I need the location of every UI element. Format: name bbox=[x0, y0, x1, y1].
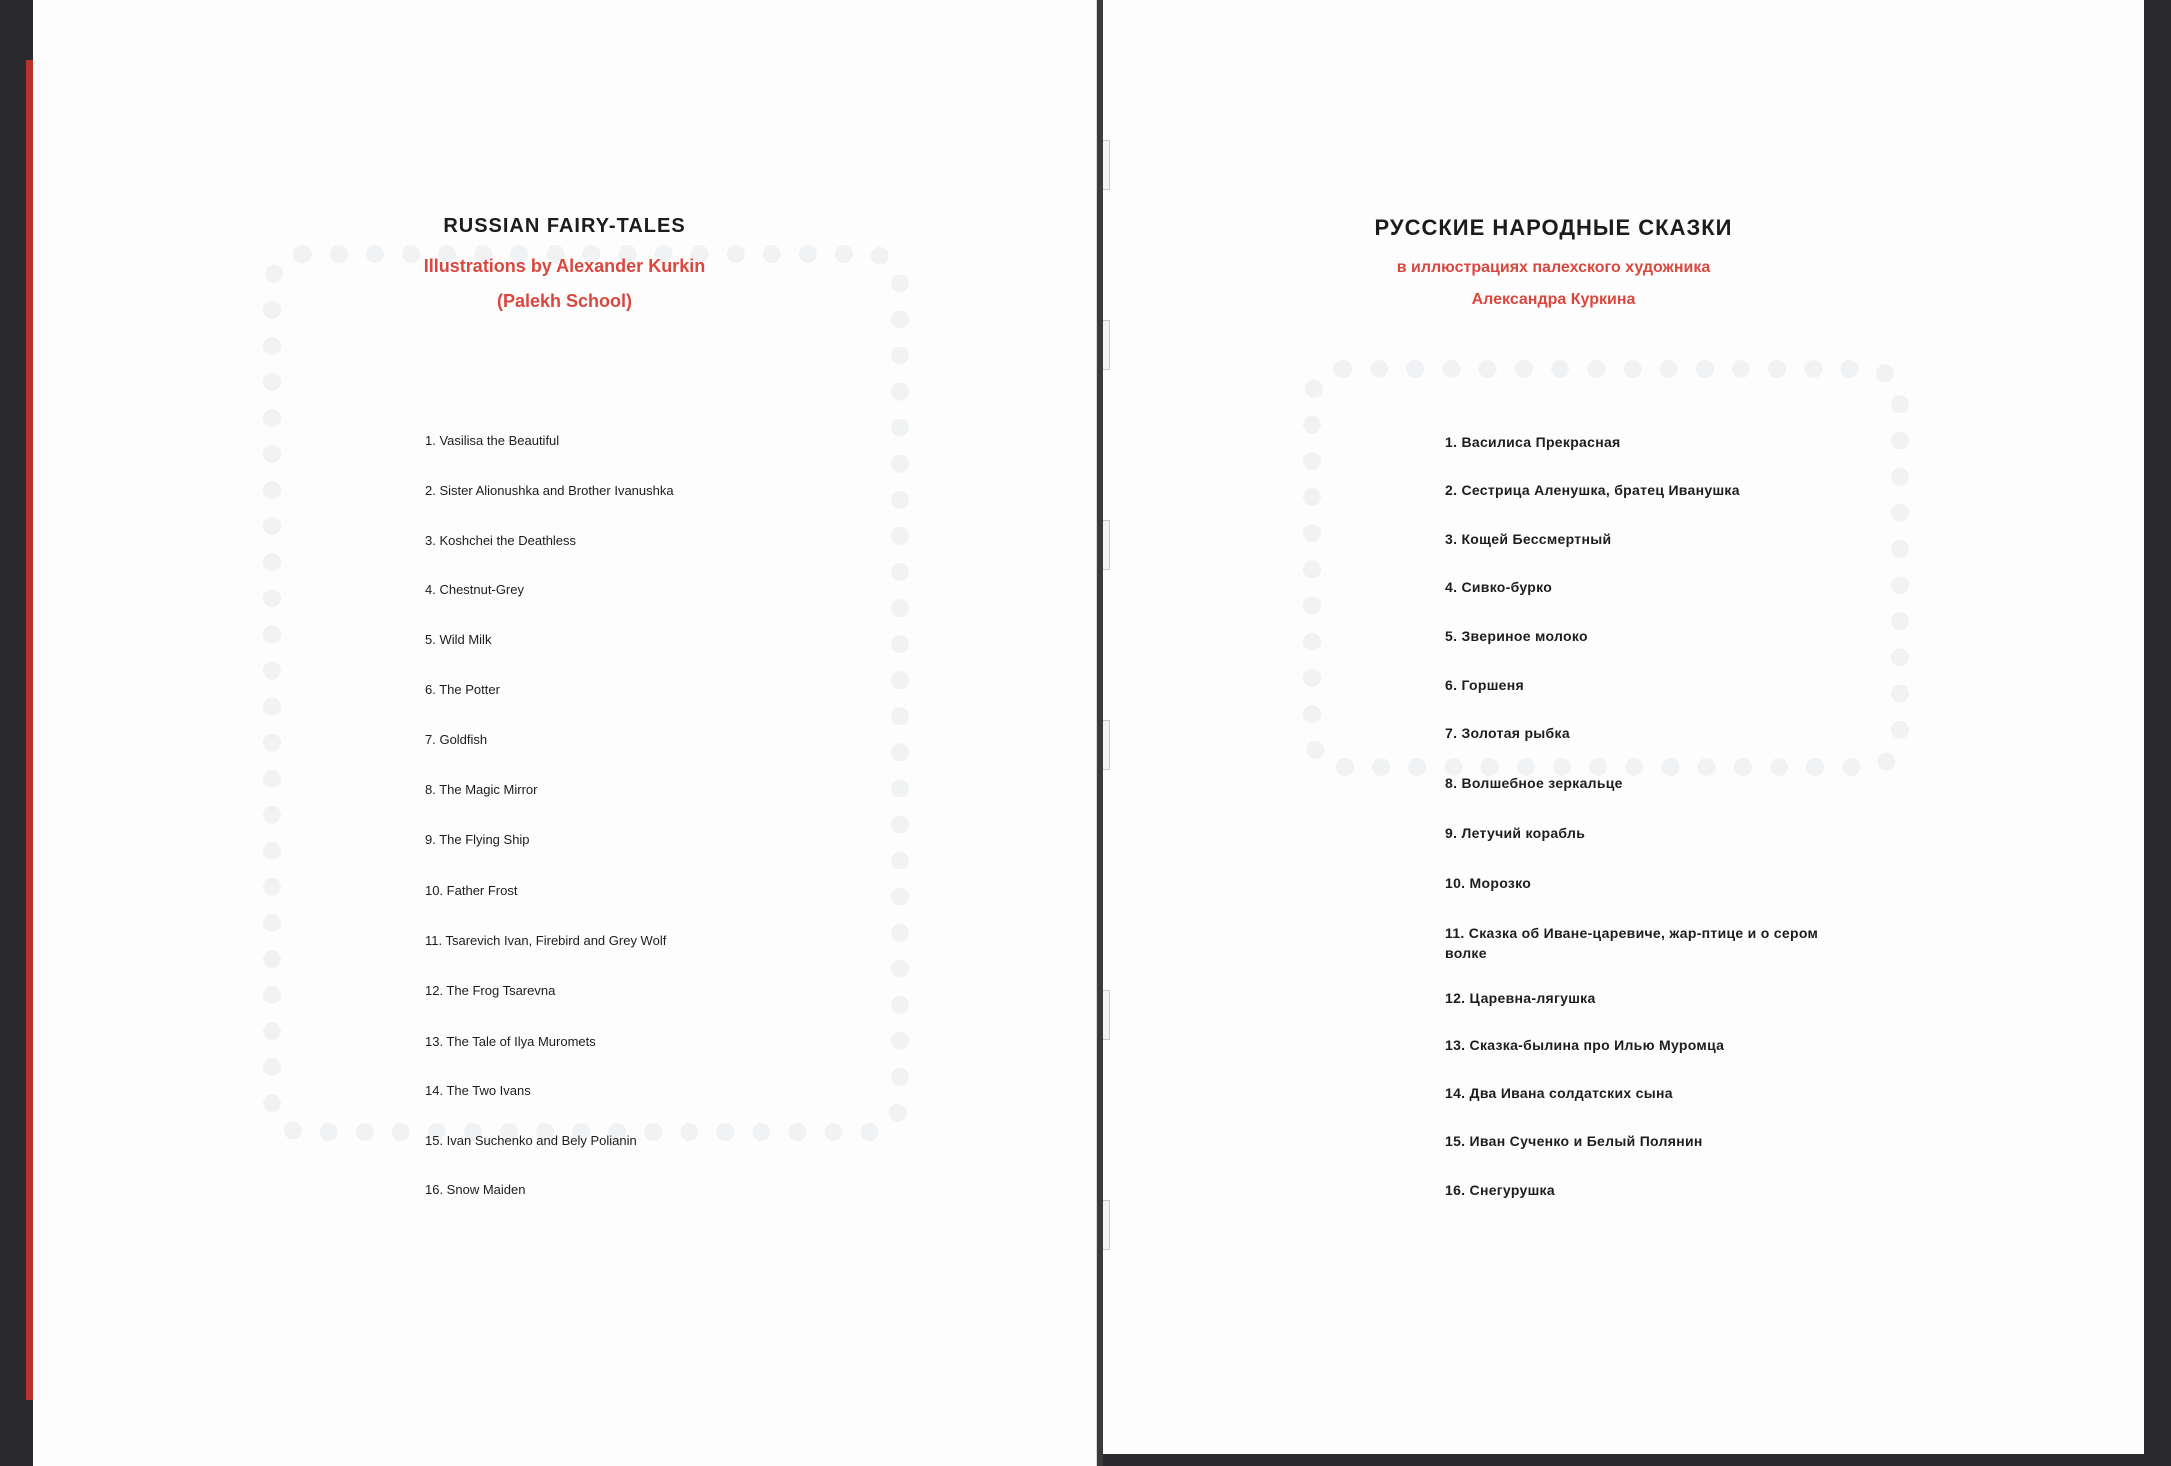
left-subtitle-2: (Palekh School) bbox=[496, 291, 633, 311]
show-through-illustration bbox=[263, 245, 909, 1141]
list-item: 13. The Tale of Ilya Muromets bbox=[425, 1034, 596, 1049]
list-item: 15. Иван Сученко и Белый Полянин bbox=[1445, 1133, 1703, 1149]
right-page bbox=[1103, 0, 2144, 1454]
show-through-illustration bbox=[1303, 360, 1909, 776]
binding-stitch bbox=[1103, 1200, 1110, 1250]
binding-stitch bbox=[1103, 140, 1110, 190]
left-page bbox=[33, 0, 1097, 1466]
list-item: 4. Сивко-бурко bbox=[1445, 579, 1553, 595]
binding-stitch bbox=[1103, 990, 1110, 1040]
list-item: 13. Сказка-былина про Илью Муромца bbox=[1445, 1037, 1725, 1053]
binding-stitch bbox=[1103, 320, 1110, 370]
right-subtitle-2: Александра Куркина bbox=[1471, 291, 1636, 308]
list-item: 5. Звериное молоко bbox=[1445, 628, 1588, 644]
list-item: 10. Father Frost bbox=[425, 883, 518, 898]
list-item: 2. Сестрица Аленушка, братец Иванушка bbox=[1445, 482, 1740, 498]
right-header bbox=[1103, 215, 2074, 309]
list-item: 10. Морозко bbox=[1445, 875, 1532, 891]
list-item: 15. Ivan Suchenko and Bely Polianin bbox=[425, 1133, 637, 1148]
binding-stitch bbox=[1103, 520, 1110, 570]
list-item: 3. Кощей Бессмертный bbox=[1445, 531, 1612, 547]
binding-stitch bbox=[1103, 720, 1110, 770]
list-item: 16. Snow Maiden bbox=[425, 1182, 526, 1197]
list-item: 12. The Frog Tsarevna bbox=[425, 983, 556, 998]
list-item: 7. Goldfish bbox=[425, 732, 488, 747]
list-item: 3. Koshchei the Deathless bbox=[425, 533, 577, 548]
cover-edge-left bbox=[26, 60, 33, 1400]
list-item: 16. Снегурушка bbox=[1445, 1182, 1555, 1198]
list-item: 5. Wild Milk bbox=[425, 632, 492, 647]
left-title: RUSSIAN FAIRY-TALES bbox=[443, 215, 686, 237]
left-header bbox=[33, 215, 1096, 312]
list-item: 1. Vasilisa the Beautiful bbox=[425, 433, 560, 448]
list-item: 12. Царевна-лягушка bbox=[1445, 990, 1596, 1006]
book-gutter bbox=[1096, 0, 1103, 1466]
list-item: 11. Tsarevich Ivan, Firebird and Grey Wolf bbox=[425, 933, 667, 948]
list-item: 6. The Potter bbox=[425, 682, 500, 697]
list-item: 1. Василиса Прекрасная bbox=[1445, 434, 1621, 450]
left-subtitle-1: Illustrations by Alexander Kurkin bbox=[423, 256, 706, 276]
list-item: 14. Два Ивана солдатских сына bbox=[1445, 1085, 1673, 1101]
list-item: 6. Горшеня bbox=[1445, 677, 1524, 693]
list-item: 8. Волшебное зеркальце bbox=[1445, 775, 1623, 791]
list-item: 7. Золотая рыбка bbox=[1445, 725, 1570, 741]
list-item: 2. Sister Alionushka and Brother Ivanushka bbox=[425, 483, 674, 498]
list-item: 8. The Magic Mirror bbox=[425, 782, 538, 797]
right-title: РУССКИЕ НАРОДНЫЕ СКАЗКИ bbox=[1374, 215, 1733, 240]
right-subtitle-1: в иллюстрациях палехского художника bbox=[1396, 259, 1711, 276]
list-item: 4. Chestnut-Grey bbox=[425, 582, 524, 597]
list-item: 14. The Two Ivans bbox=[425, 1083, 531, 1098]
list-item: 9. The Flying Ship bbox=[425, 832, 530, 847]
list-item: 11. Сказка об Иване-царевиче, жар-птице и о сером волке bbox=[1445, 925, 1819, 961]
list-item: 9. Летучий корабль bbox=[1445, 825, 1586, 841]
